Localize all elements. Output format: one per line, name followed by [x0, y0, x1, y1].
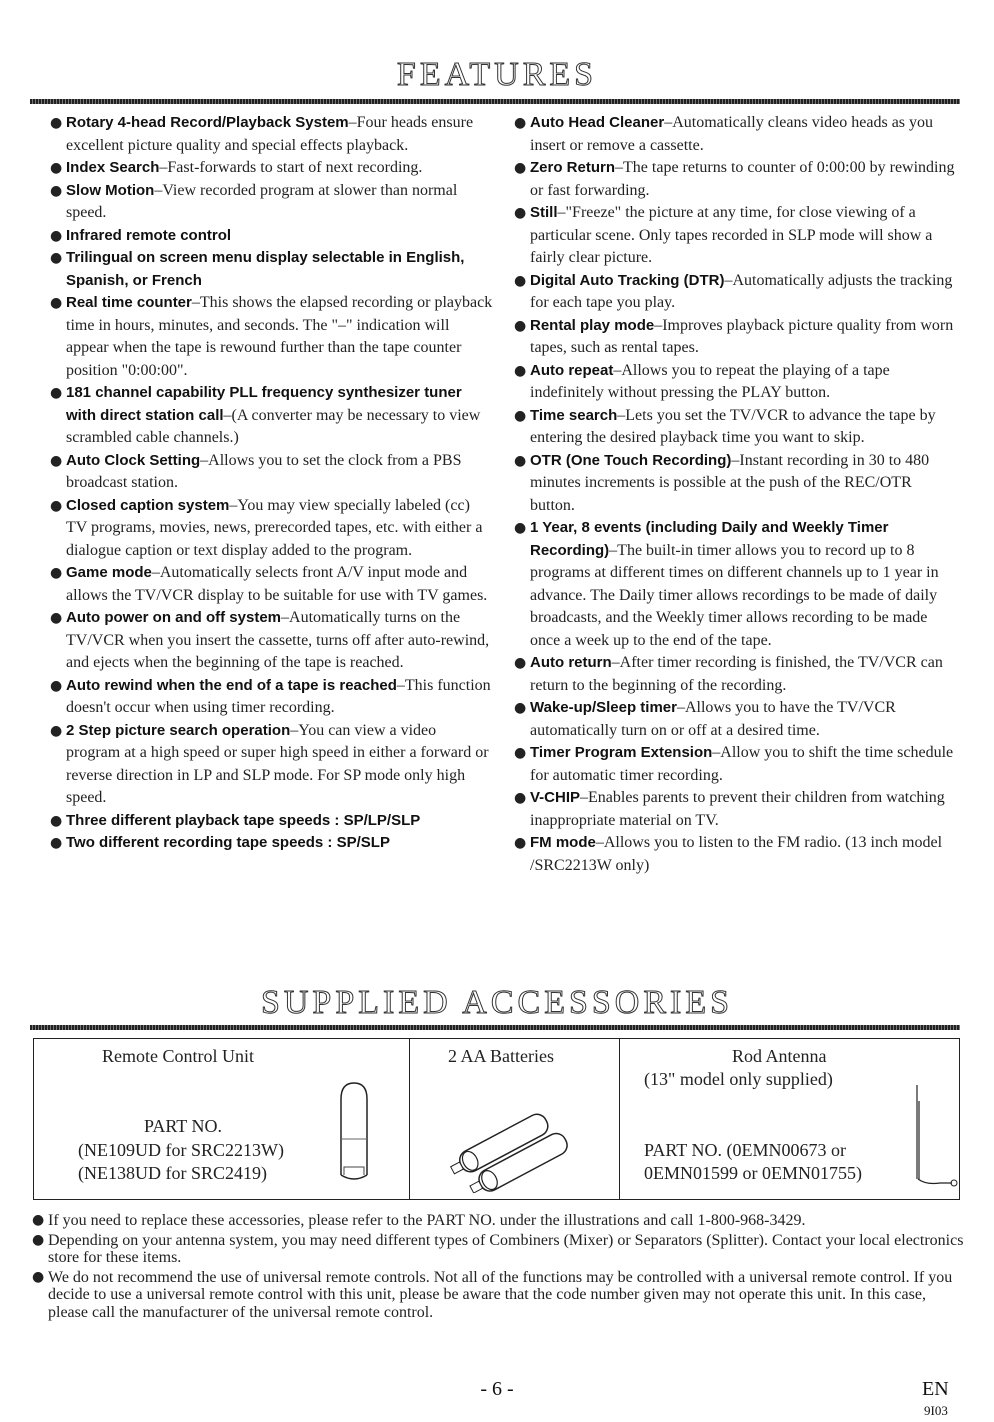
bullet-icon: ● [514, 160, 527, 176]
feature-item: ● 2 Step picture search operation–You can view a video program at a high speed or super high speed in either a forward or reverse direction in LP and SLP mode. For SP mode only high speed. [50, 721, 489, 806]
feature-item: ● Game mode–Automatically selects front A/V input mode and allows the TV/VCR display to be suitable for use with TV games. [50, 564, 488, 604]
feature-item: ● Still–"Freeze" the picture at any time, for close viewing of a particular scene. Only tapes recorded in SLP mode will show a fairly clear picture. [514, 204, 933, 266]
feature-item: ● V-CHIP–Enables parents to prevent their children from watching inappropriate material on TV. [514, 789, 945, 829]
features-right-list [512, 112, 958, 877]
note-item: ● Depending on your antenna system, you may need different types of Combiners (Mixer) or Separators (Splitter). Contact your local electronics store for these items. [32, 1231, 964, 1266]
feature-item: ● Closed caption system–You may view specially labeled (cc) TV programs, movies, news, prerecorded tapes, etc. with either a dialogue caption or text display added to the program. [50, 496, 483, 559]
aa-batteries-icon [446, 1101, 596, 1193]
bullet-icon: ● [50, 677, 63, 694]
bullet-icon: ● [514, 452, 527, 469]
feature-item: ● Real time counter–This shows the elapsed recording or playback time in hours, minutes, and seconds. The "–" indication will appear when the tape is rewound further than the tape counter position "0:00:00". [50, 294, 493, 379]
rod-antenna-icon [900, 1081, 960, 1193]
features-divider [30, 99, 960, 104]
feature-item: ● Digital Auto Tracking (DTR)–Automatically adjusts the tracking for each tape you play. [514, 271, 953, 311]
bullet-icon: ● [50, 182, 63, 199]
feature-item: ● 1 Year, 8 events (including Daily and Weekly Timer Recording)–The built-in timer allows you to record up to 8 programs at different times on different channels up to 1 year in advance. The Daily timer allows recordings to be made of daily broadcasts, and the Weekly timer allows recording to be made once a week up to the end of the tape. [514, 519, 939, 649]
bullet-icon: ● [50, 385, 63, 401]
bullet-icon: ● [50, 497, 63, 514]
feature-item: ● Two different recording tape speeds : SP/SLP [48, 832, 494, 855]
feature-item: ● Zero Return–The tape returns to counter of 0:00:00 by rewinding or fast forwarding. [514, 159, 955, 199]
bullet-icon: ● [514, 700, 527, 716]
remote-part-line1: (NE109UD for SRC2213W) [78, 1140, 284, 1160]
bullet-icon: ● [50, 835, 63, 851]
bullet-icon: ● [514, 790, 527, 806]
feature-item: ● Slow Motion–View recorded program at slower than normal speed. [50, 181, 458, 221]
feature-item: ● Auto repeat–Allows you to repeat the playing of a tape indefinitely without pressing the PLAY button. [514, 361, 890, 401]
bullet-icon: ● [50, 160, 63, 176]
accessory-batteries [410, 1039, 620, 1200]
bullet-icon: ● [514, 272, 527, 289]
bullet-icon: ● [50, 452, 63, 469]
feature-item: ● 181 channel capability PLL frequency synthesizer tuner with direct station call–(A converter may be necessary to view scrambled cable channels.) [50, 384, 481, 446]
feature-item: ● Index Search–Fast-forwards to start of next recording. [48, 157, 494, 180]
note-item: ● If you need to replace these accessories, please refer to the PART NO. under the illustrations and call 1-800-968-3429. [32, 1212, 806, 1229]
antenna-name: Rod Antenna [732, 1046, 827, 1066]
bullet-icon: ● [50, 227, 63, 244]
feature-item: ● Auto Clock Setting–Allows you to set the clock from a PBS broadcast station. [50, 451, 462, 491]
feature-item: ● Infrared remote control [48, 225, 494, 248]
bullet-icon: ● [514, 520, 527, 536]
antenna-part-line2: 0EMN01599 or 0EMN01755) [644, 1163, 862, 1183]
remote-part-label: PART NO. [144, 1116, 222, 1136]
feature-item: ● Trilingual on screen menu display selectable in English, Spanish, or French [50, 249, 465, 289]
antenna-part-line1: PART NO. (0EMN00673 or [644, 1140, 846, 1160]
feature-item: ● OTR (One Touch Recording)–Instant recording in 30 to 480 minutes increments is possible at the push of the REC/OTR button. [514, 451, 930, 514]
bullet-icon: ● [50, 812, 63, 829]
language-code: EN [922, 1378, 949, 1400]
feature-item: ● FM mode–Allows you to listen to the FM radio. (13 inch model /SRC2213W only) [514, 834, 943, 874]
antenna-note: (13" model only supplied) [644, 1069, 833, 1089]
remote-part-line2: (NE138UD for SRC2419) [78, 1163, 267, 1183]
bullet-icon: ● [514, 317, 527, 334]
feature-item: ● Rental play mode–Improves playback picture quality from worn tapes, such as rental tapes. [514, 316, 954, 356]
features-title: FEATURES [396, 56, 598, 93]
accessories-title: SUPPLIED ACCESSORIES [260, 984, 734, 1021]
features-left-list [48, 112, 494, 855]
bullet-icon: ● [50, 250, 63, 266]
accessories-divider [30, 1025, 960, 1030]
accessory-remote [34, 1039, 410, 1200]
page-number: - 6 - [480, 1378, 514, 1400]
bullet-icon: ● [32, 1231, 45, 1248]
bullet-icon: ● [514, 362, 527, 379]
bullet-icon: ● [32, 1268, 45, 1285]
feature-item: ● Time search–Lets you set the TV/VCR to advance the tape by entering the desired playback time you want to skip. [514, 406, 936, 446]
bullet-icon: ● [50, 722, 63, 739]
bullet-icon: ● [50, 610, 63, 626]
feature-item: ● Auto return–After timer recording is finished, the TV/VCR can return to the beginning of the recording. [514, 654, 943, 694]
bullet-icon: ● [514, 745, 527, 761]
batteries-name: 2 AA Batteries [448, 1046, 554, 1066]
bullet-icon: ● [50, 565, 63, 581]
feature-item: ● Three different playback tape speeds : SP/LP/SLP [48, 810, 494, 833]
accessory-notes [30, 1212, 966, 1323]
feature-item: ● Auto rewind when the end of a tape is reached–This function doesn't occur when using timer recording. [50, 676, 491, 716]
bullet-icon: ● [514, 655, 527, 671]
bullet-icon: ● [50, 295, 63, 311]
remote-control-icon [338, 1079, 370, 1187]
feature-item: ● Wake-up/Sleep timer–Allows you to have the TV/VCR automatically turn on or off at a desired time. [514, 699, 896, 739]
bullet-icon: ● [50, 115, 63, 131]
bullet-icon: ● [32, 1212, 45, 1228]
bullet-icon: ● [514, 115, 527, 131]
feature-item: ● Auto power on and off system–Automatically turns on the TV/VCR when you insert the cassette, turns off after auto-rewind, and ejects when the beginning of the tape is reached. [50, 609, 490, 671]
feature-item: ● Timer Program Extension–Allow you to shift the time schedule for automatic timer recording. [514, 744, 954, 784]
remote-name: Remote Control Unit [102, 1046, 254, 1066]
bullet-icon: ● [514, 407, 527, 424]
bullet-icon: ● [514, 835, 527, 851]
accessories-table [33, 1038, 960, 1200]
note-item: ● We do not recommend the use of universal remote controls. Not all of the functions may be controlled with a universal remote control. If you decide to use a universal remote control with this unit, please be aware that the code number given may not operate this unit. In this case, please call the manufacturer of the universal remote control. [32, 1268, 953, 1321]
feature-item: ● Auto Head Cleaner–Automatically cleans video heads as you insert or remove a cassette. [514, 114, 934, 154]
feature-item: ● Rotary 4-head Record/Playback System–Four heads ensure excellent picture quality and special effects playback. [50, 114, 474, 154]
document-code: 9I03 [924, 1403, 948, 1418]
bullet-icon: ● [514, 205, 527, 221]
accessory-antenna [620, 1039, 960, 1200]
